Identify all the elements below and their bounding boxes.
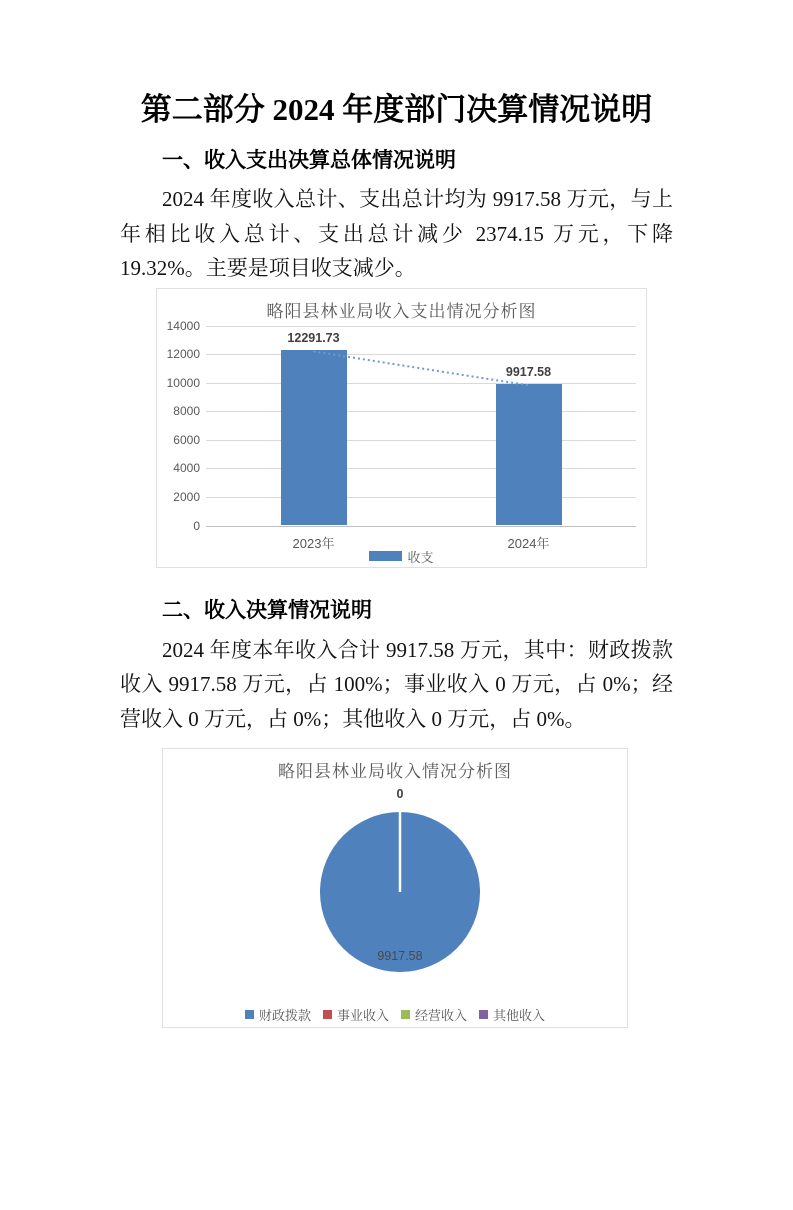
y-axis-tick-2000: 2000 xyxy=(173,489,200,504)
legend-item-事业收入 xyxy=(323,1005,389,1024)
y-axis-tick-8000: 8000 xyxy=(173,404,200,419)
y-axis-tick-4000: 4000 xyxy=(173,461,200,476)
legend-item-收支 xyxy=(369,547,433,566)
legend-item-财政拨款 xyxy=(245,1005,311,1024)
legend-label: 经营收入 xyxy=(415,1008,468,1023)
section-heading-2: 二、收入决算情况说明 xyxy=(162,598,372,622)
legend-swatch-icon xyxy=(369,551,402,561)
section-heading-1: 一、收入支出决算总体情况说明 xyxy=(162,149,456,172)
bar-chart-title: 略阳县林业局收入支出情况分析图 xyxy=(266,301,537,321)
legend-label: 收支 xyxy=(407,549,434,565)
bar-data-label-1: 9917.58 xyxy=(505,364,552,379)
pie-chart-title: 略阳县林业局收入情况分析图 xyxy=(278,762,512,781)
pie-zero-label: 0 xyxy=(396,787,404,801)
bar-data-label-0: 12291.73 xyxy=(287,330,340,345)
page-title: 第二部分 2024 年度部门决算情况说明 xyxy=(140,92,653,127)
pie-chart-legend xyxy=(163,1005,627,1024)
legend-label: 事业收入 xyxy=(336,1008,389,1023)
y-axis-tick-6000: 6000 xyxy=(173,432,200,447)
pie-graphic xyxy=(163,749,627,1027)
legend-label: 财政拨款 xyxy=(258,1008,311,1023)
legend-label: 其他收入 xyxy=(493,1008,546,1023)
pie-chart-income xyxy=(162,748,628,1028)
paragraph-income: 2024 年度本年收入合计 9917.58 万元，其中：财政拨款收入 9917.58 万元，占 100%；事业收入 0 万元，占 0%；经营收入 0 万元，占 0%；其他收入 0 万元，占 0%。 xyxy=(120,637,673,731)
legend-swatch-icon xyxy=(401,1010,410,1019)
y-axis-tick-10000: 10000 xyxy=(166,375,200,390)
y-axis-tick-12000: 12000 xyxy=(166,347,200,362)
pie-value-label: 9917.58 xyxy=(377,949,423,963)
legend-item-经营收入 xyxy=(401,1005,467,1024)
x-axis-label-2023年: 2023年 xyxy=(292,535,335,551)
bar-chart-income-expenditure xyxy=(156,288,647,568)
y-axis-tick-14000: 14000 xyxy=(166,318,200,333)
trendline-dotted xyxy=(157,289,648,569)
x-axis-label-2024年: 2024年 xyxy=(507,535,550,551)
legend-swatch-icon xyxy=(245,1010,254,1019)
legend-swatch-icon xyxy=(323,1010,332,1019)
bar-chart-legend xyxy=(157,547,646,566)
document-page xyxy=(0,88,793,1028)
legend-item-其他收入 xyxy=(479,1005,545,1024)
y-axis-tick-0: 0 xyxy=(193,518,200,533)
legend-swatch-icon xyxy=(479,1010,488,1019)
paragraph-overview: 2024 年度收入总计、支出总计均为 9917.58 万元，与上年相比收入总计、支出总计减少 2374.15 万元，下降 19.32%。主要是项目收支减少。 xyxy=(120,187,673,280)
